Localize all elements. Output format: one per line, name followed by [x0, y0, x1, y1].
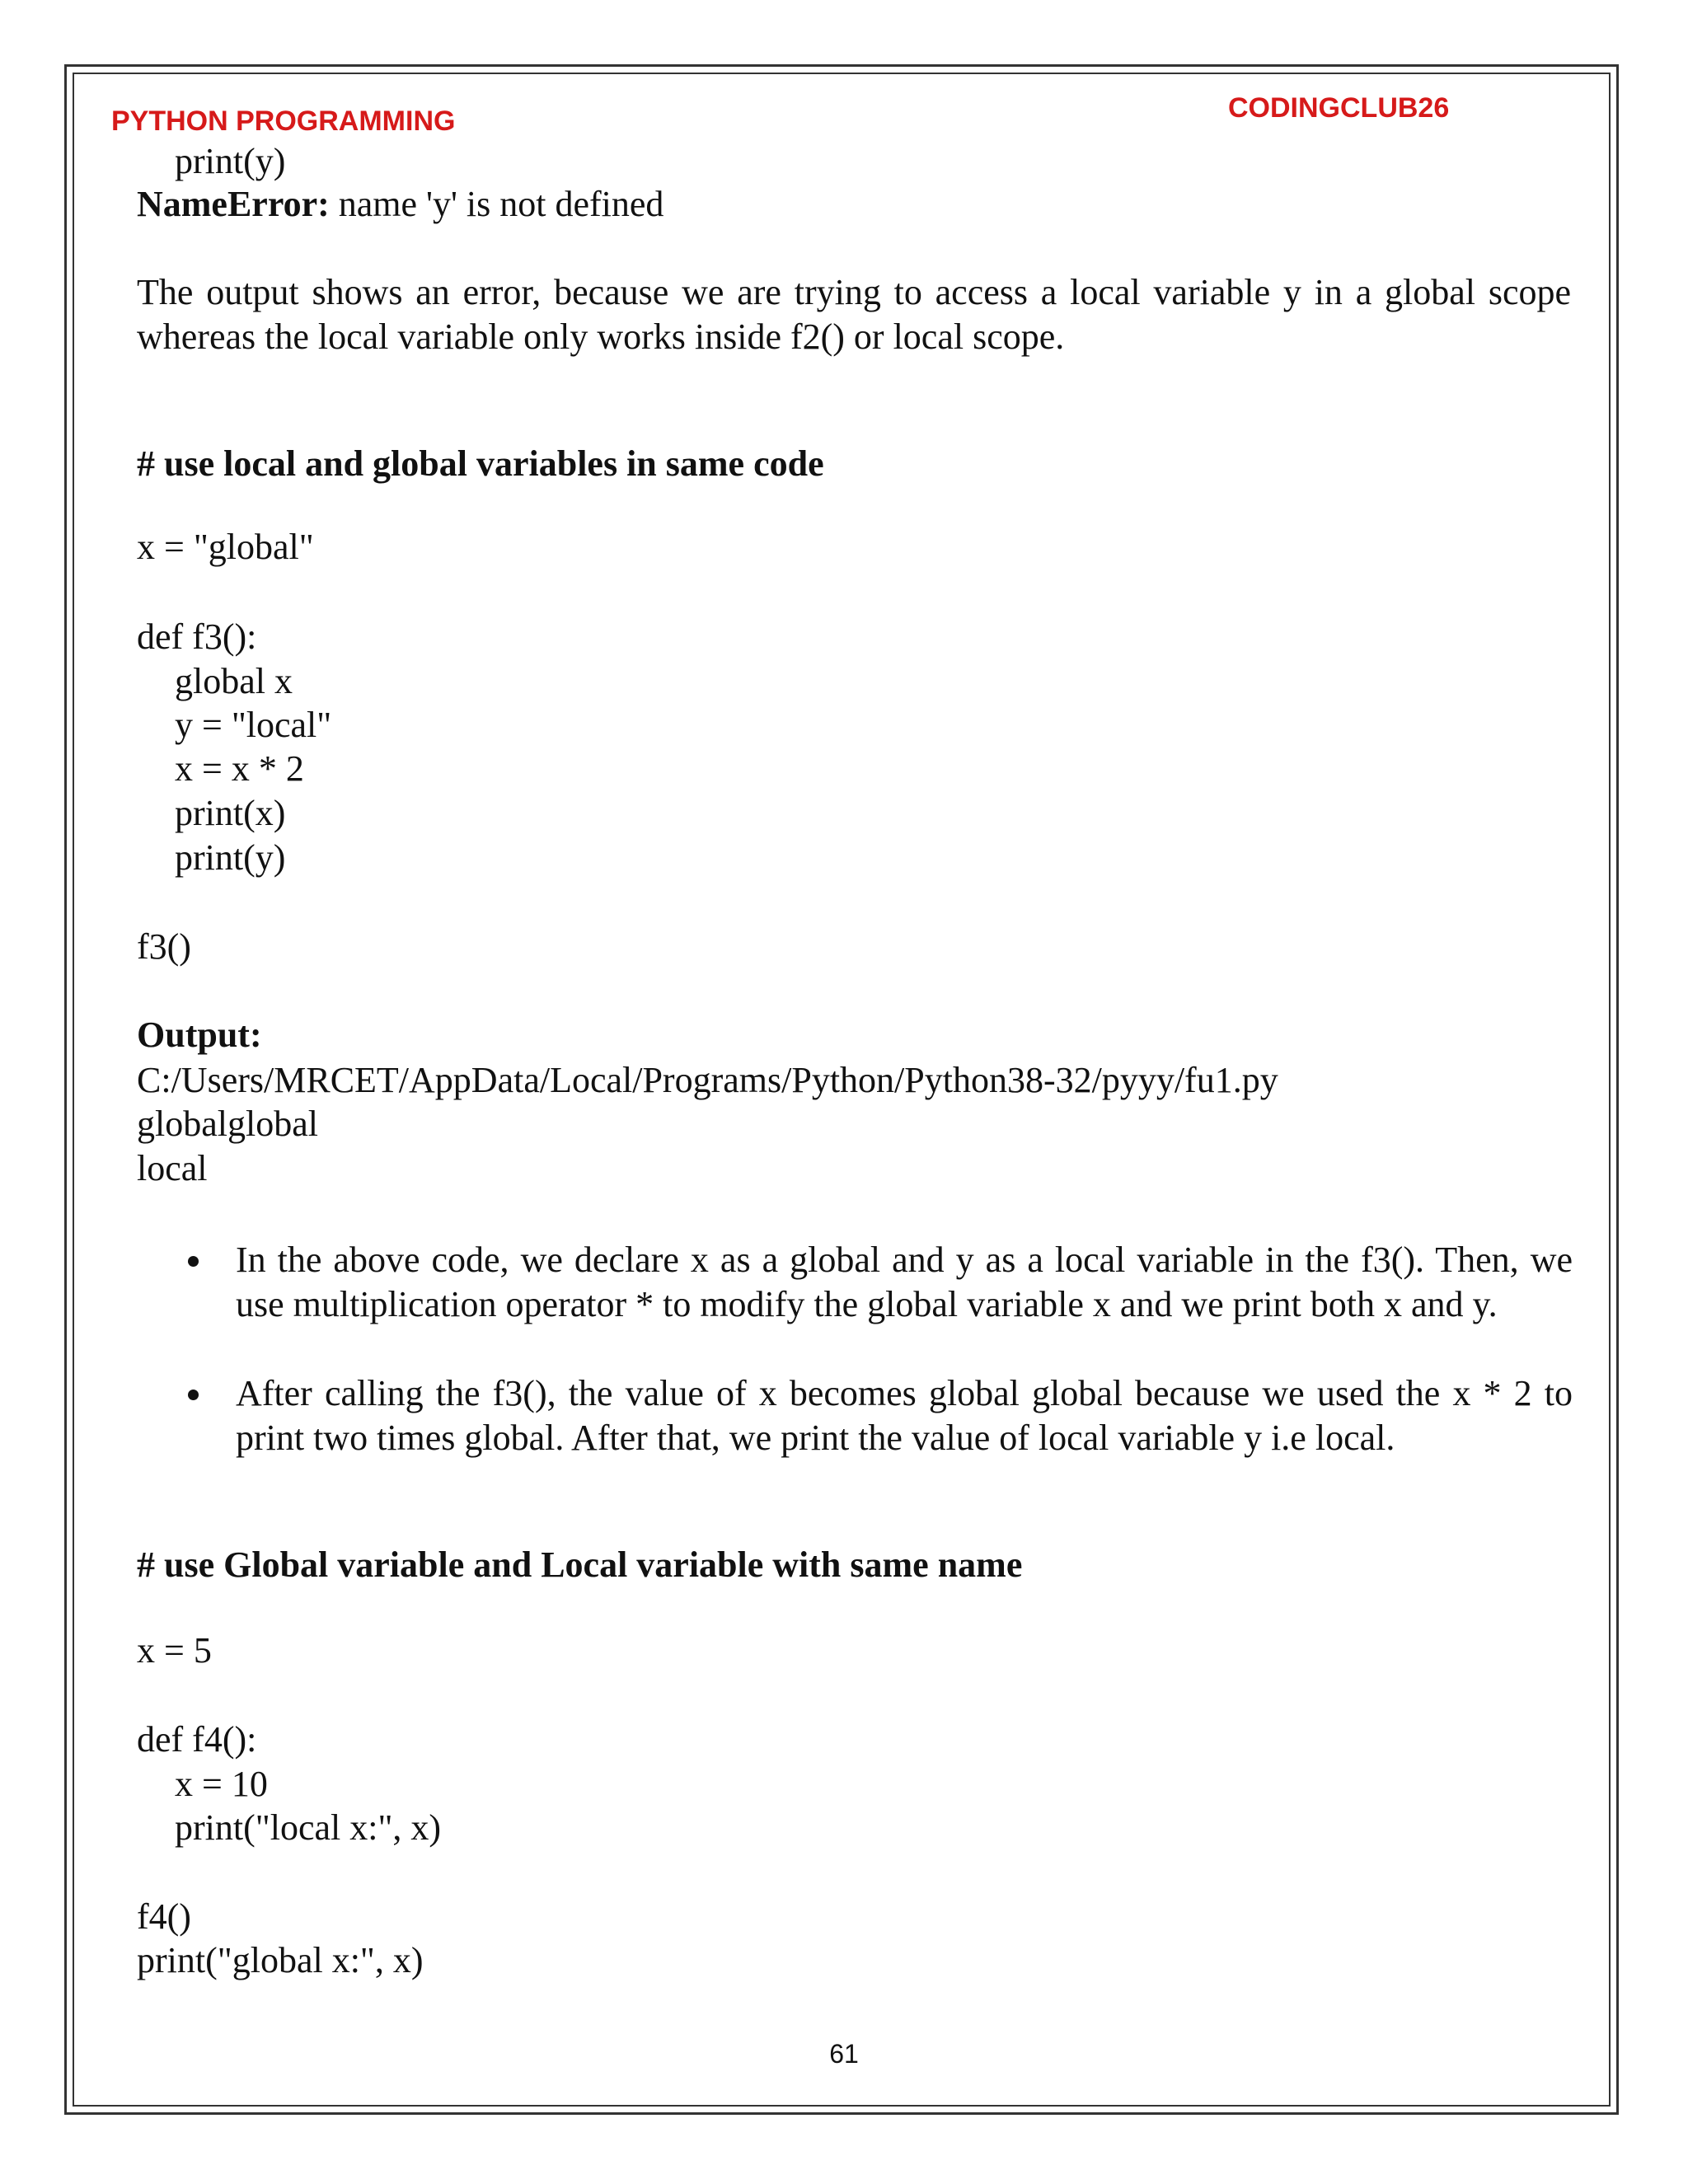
error-line [137, 183, 663, 227]
code-line: print(y) [175, 837, 286, 878]
page-number: 61 [829, 2039, 859, 2069]
code-line: def f4(): [137, 1719, 257, 1760]
code-line: global x [175, 661, 293, 701]
code-line: f3() [137, 926, 191, 967]
output-line: local [137, 1148, 208, 1188]
section-heading: # use local and global variables in same code [137, 443, 824, 484]
error-label: NameError: [137, 184, 330, 224]
bullet-text: After calling the f3(), the value of x becomes global global because we used the x * 2 to print two times global. After that, we print the value of local variable y i.e local. [236, 1373, 1573, 1458]
code-line: f4() [137, 1896, 191, 1937]
code-line: x = "global" [137, 527, 314, 567]
code-line: x = 5 [137, 1630, 212, 1671]
code-line: print(x) [175, 793, 286, 833]
bullet-text: In the above code, we declare x as a global and y as a local variable in the f3(). Then, we use multiplication operator * to modify the global variable x and we print both x and y. [236, 1240, 1573, 1324]
bullet-icon [188, 1256, 199, 1267]
output-line: C:/Users/MRCET/AppData/Local/Programs/Python/Python38-32/pyyy/fu1.py [137, 1060, 1278, 1100]
output-line: globalglobal [137, 1104, 318, 1144]
header-brand: CODINGCLUB26 [1228, 92, 1450, 124]
code-line: print("local x:", x) [175, 1807, 442, 1848]
header-title: PYTHON PROGRAMMING [111, 105, 456, 137]
code-line: def f3(): [137, 616, 257, 657]
code-line: x = x * 2 [175, 748, 304, 789]
code-line: x = 10 [175, 1764, 268, 1804]
bullet-icon [188, 1390, 199, 1400]
explanation-paragraph: The output shows an error, because we are trying to access a local variable y in a global scope whereas the local variable only works inside f2() or local scope. [137, 272, 1571, 357]
output-label: Output: [137, 1015, 262, 1055]
code-line: print("global x:", x) [137, 1940, 424, 1980]
code-line: print(y) [175, 141, 286, 181]
code-line: y = "local" [175, 705, 332, 745]
section-heading: # use Global variable and Local variable with same name [137, 1544, 1023, 1585]
error-message: name 'y' is not defined [329, 184, 664, 224]
